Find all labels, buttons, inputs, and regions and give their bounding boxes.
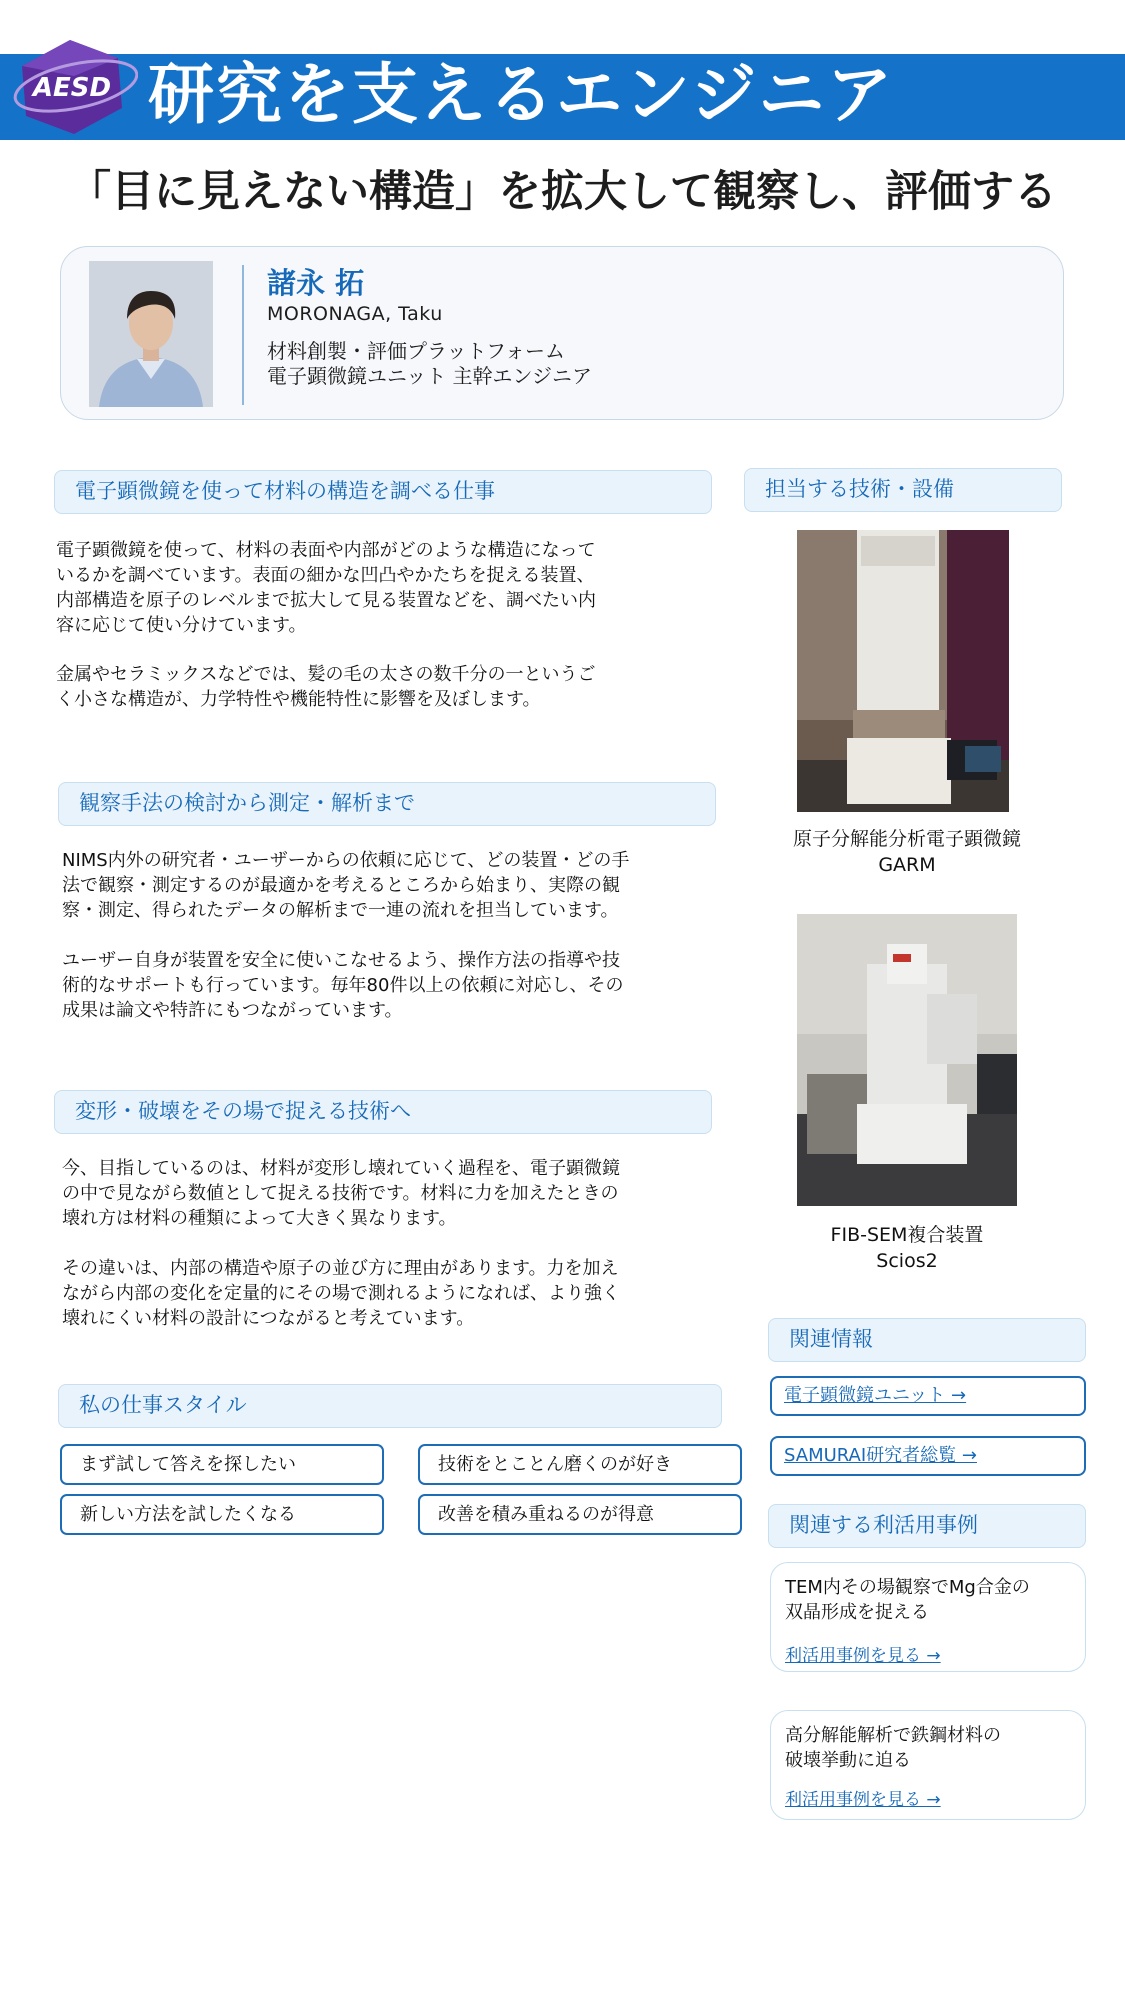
future-paragraph-2: その違いは、内部の構造や原子の並び方に理由があります。力を加え ながら内部の変化を定量的にその場で測れるようになれば、より強く 壊れにくい材料の設計につながると考えています。 xyxy=(62,1258,620,1329)
link-em-unit[interactable]: 電子顕微鏡ユニット → xyxy=(770,1376,1086,1416)
page-subtitle: 「目に見えない構造」を拡大して観察し、評価する xyxy=(68,167,1057,217)
case-card xyxy=(770,1562,1086,1672)
aesd-logo xyxy=(8,36,138,138)
work-paragraph-2: 金属やセラミックスなどでは、髪の毛の太さの数千分の一というご く小さな構造が、力学特性や機能特性に影響を及ぼします。 xyxy=(56,664,596,710)
affiliation-line-1: 材料創製・評価プラットフォーム xyxy=(267,339,565,363)
equipment-caption-garm xyxy=(760,826,1054,878)
section-heading-work: 電子顕微鏡を使って材料の構造を調べる仕事 xyxy=(54,470,712,514)
case-link[interactable]: 利活用事例を見る → xyxy=(785,1790,941,1810)
style-tag: 技術をとことん磨くのが好き xyxy=(418,1444,742,1485)
profile-card xyxy=(60,246,1064,420)
section-heading-style: 私の仕事スタイル xyxy=(58,1384,722,1428)
section-heading-process: 観察手法の検討から測定・解析まで xyxy=(58,782,716,826)
person-name-en: MORONAGA, Taku xyxy=(267,303,443,325)
equipment-name: 原子分解能分析電子顕微鏡 xyxy=(792,828,1021,850)
case-link[interactable]: 利活用事例を見る → xyxy=(785,1646,941,1666)
future-paragraph-1: 今、目指しているのは、材料が変形し壊れていく過程を、電子顕微鏡 の中で見ながら数値として捉える技術です。材料に力を加えたときの 壊れ方は材料の種類によって大きく異なります。 xyxy=(62,1158,620,1229)
equipment-model: Scios2 xyxy=(876,1250,938,1272)
case-title: TEM内その場観察でMg合金の 双晶形成を捉える xyxy=(785,1577,1030,1623)
equipment-caption-scios2 xyxy=(760,1222,1054,1274)
process-paragraph-2: ユーザー自身が装置を安全に使いこなせるよう、操作方法の指導や技 術的なサポートも行っています。毎年80件以上の依頼に対応し、その 成果は論文や特許にもつながっています。 xyxy=(62,950,624,1021)
profile-divider xyxy=(242,265,244,405)
section-heading-related: 関連情報 xyxy=(768,1318,1086,1362)
section-heading-future: 変形・破壊をその場で捉える技術へ xyxy=(54,1090,712,1134)
style-tag: 新しい方法を試したくなる xyxy=(60,1494,384,1535)
affiliation-line-2: 電子顕微鏡ユニット 主幹エンジニア xyxy=(267,364,593,388)
equipment-photo-scios2 xyxy=(797,914,1017,1206)
section-heading-cases: 関連する利活用事例 xyxy=(768,1504,1086,1548)
equipment-model: GARM xyxy=(878,854,936,876)
case-title: 高分解能解析で鉄鋼材料の 破壊挙動に迫る xyxy=(785,1725,1001,1771)
style-tag: まず試して答えを探したい xyxy=(60,1444,384,1485)
equipment-photo-garm xyxy=(797,530,1009,812)
equipment-name: FIB-SEM複合装置 xyxy=(830,1224,984,1246)
section-heading-equipment: 担当する技術・設備 xyxy=(744,468,1062,512)
case-card xyxy=(770,1710,1086,1820)
process-paragraph-1: NIMS内外の研究者・ユーザーからの依頼に応じて、どの装置・どの手 法で観察・測定するのが最適かを考えるところから始まり、実際の観 察・測定、得られたデータの解析まで一連の流れを担当しています。 xyxy=(62,850,630,921)
style-tag: 改善を積み重ねるのが得意 xyxy=(418,1494,742,1535)
page-title: 研究を支えるエンジニア xyxy=(148,56,895,133)
portrait-photo xyxy=(89,261,213,407)
person-affiliation xyxy=(267,339,592,389)
person-name-jp: 諸永 拓 xyxy=(267,266,365,300)
work-paragraph-1: 電子顕微鏡を使って、材料の表面や内部がどのような構造になって いるかを調べています。表面の細かな凹凸やかたちを捉える装置、 内部構造を原子のレベルまで拡大して見る装置などを、調べたい内 容に応じて使い分けています。 xyxy=(56,540,596,636)
logo-text: AESD xyxy=(32,73,112,103)
link-samurai[interactable]: SAMURAI研究者総覧 → xyxy=(770,1436,1086,1476)
